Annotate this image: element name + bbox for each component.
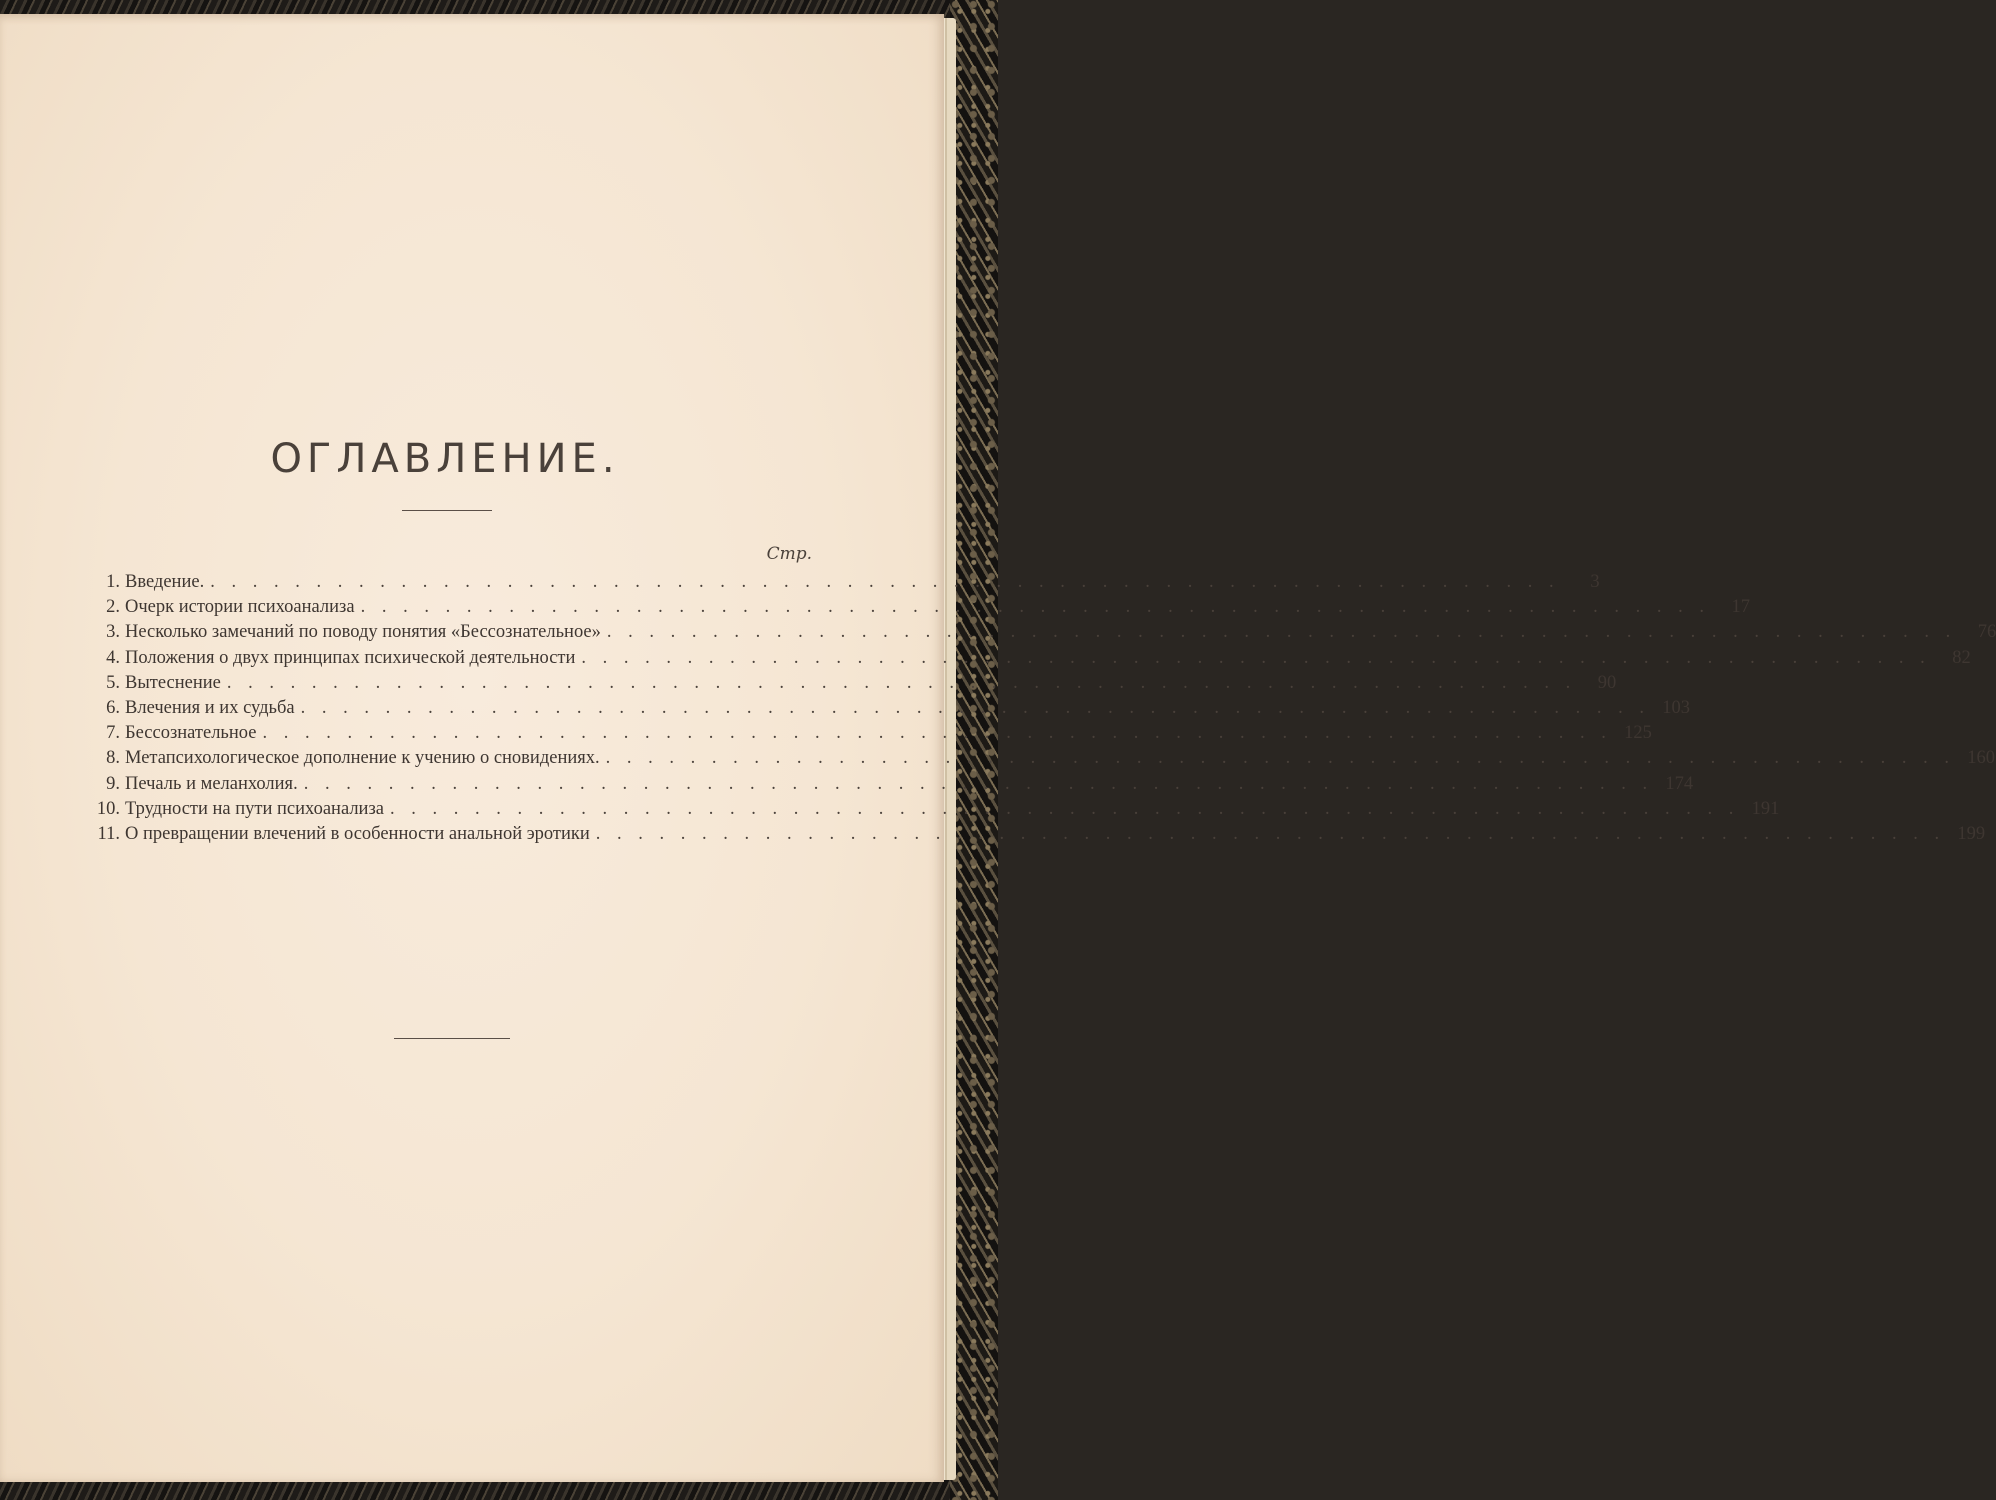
table-of-contents xyxy=(86,570,1996,847)
dot-leader xyxy=(227,671,1576,696)
toc-entry-number: 2. xyxy=(106,597,120,618)
toc-entry-title: Вытеснение xyxy=(125,672,221,693)
toc-entry xyxy=(86,595,1750,620)
toc-entry xyxy=(86,746,1996,771)
bottom-divider xyxy=(394,1038,510,1039)
toc-entry xyxy=(86,570,1600,595)
toc-entry-page: 174 xyxy=(1665,773,1694,794)
dot-leader xyxy=(596,822,1945,847)
page-column-header: Стр. xyxy=(766,544,812,564)
toc-entry-number: 8. xyxy=(106,748,120,769)
dot-leader xyxy=(210,570,1559,595)
toc-entry-number: 3. xyxy=(106,622,120,643)
toc-entry-title: О превращении влечений в особенности анальной эротики xyxy=(125,823,590,844)
dot-leader xyxy=(301,696,1650,721)
dot-leader xyxy=(607,620,1956,645)
toc-entry-page: 17 xyxy=(1731,597,1750,618)
toc-entry-page: 103 xyxy=(1662,697,1690,718)
toc-entry-page: 191 xyxy=(1751,798,1780,819)
toc-entry-title: Трудности на пути психоанализа xyxy=(125,798,384,819)
dot-leader xyxy=(304,772,1653,797)
dot-leader xyxy=(581,646,1930,671)
toc-entry xyxy=(86,797,1780,822)
toc-entry-title: Несколько замечаний по поводу понятия «Бессознательное» xyxy=(125,622,601,643)
toc-entry xyxy=(86,696,1690,721)
toc-entry xyxy=(86,822,1986,847)
toc-entry-title: Бессознательное xyxy=(125,723,257,744)
toc-entry-number: 7. xyxy=(106,723,120,744)
dot-leader xyxy=(606,746,1955,771)
toc-entry-title: Очерк истории психоанализа xyxy=(125,597,355,618)
toc-entry-number: 11. xyxy=(97,823,120,844)
dot-leader xyxy=(390,797,1739,822)
toc-entry xyxy=(86,671,1617,696)
toc-entry-title: Введение. xyxy=(125,572,205,592)
toc-entry-page: 199 xyxy=(1957,823,1986,844)
toc-entry xyxy=(86,620,1996,645)
page-title: ОГЛАВЛЕНИЕ. xyxy=(270,436,620,482)
toc-entry-page: 76 xyxy=(1977,622,1996,643)
toc-entry-page: 82 xyxy=(1952,647,1971,668)
title-divider xyxy=(402,510,492,511)
toc-entry-title: Положения о двух принципах психической деятельности xyxy=(125,647,576,668)
dot-leader xyxy=(262,721,1611,746)
toc-entry-number: 6. xyxy=(106,697,120,718)
toc-entry-page: 125 xyxy=(1624,723,1652,744)
toc-entry-number: 9. xyxy=(106,773,120,794)
book-page xyxy=(0,14,1996,1482)
toc-entry xyxy=(86,721,1652,746)
toc-entry-title: Влечения и их судьба xyxy=(125,697,295,718)
toc-entry-page: 3 xyxy=(1590,572,1600,592)
toc-entry xyxy=(86,772,1694,797)
toc-entry-title: Печаль и меланхолия. xyxy=(125,773,298,794)
dot-leader xyxy=(361,595,1710,620)
toc-entry-title: Метапсихологическое дополнение к учению о сновидениях. xyxy=(125,748,600,769)
toc-entry-number: 5. xyxy=(106,672,120,693)
toc-entry-number: 1. xyxy=(106,572,120,592)
toc-entry-number: 10. xyxy=(96,798,120,819)
toc-entry-number: 4. xyxy=(106,647,120,668)
toc-entry xyxy=(86,646,1971,671)
toc-entry-page: 90 xyxy=(1597,672,1617,693)
toc-entry-page: 160 xyxy=(1967,748,1996,769)
